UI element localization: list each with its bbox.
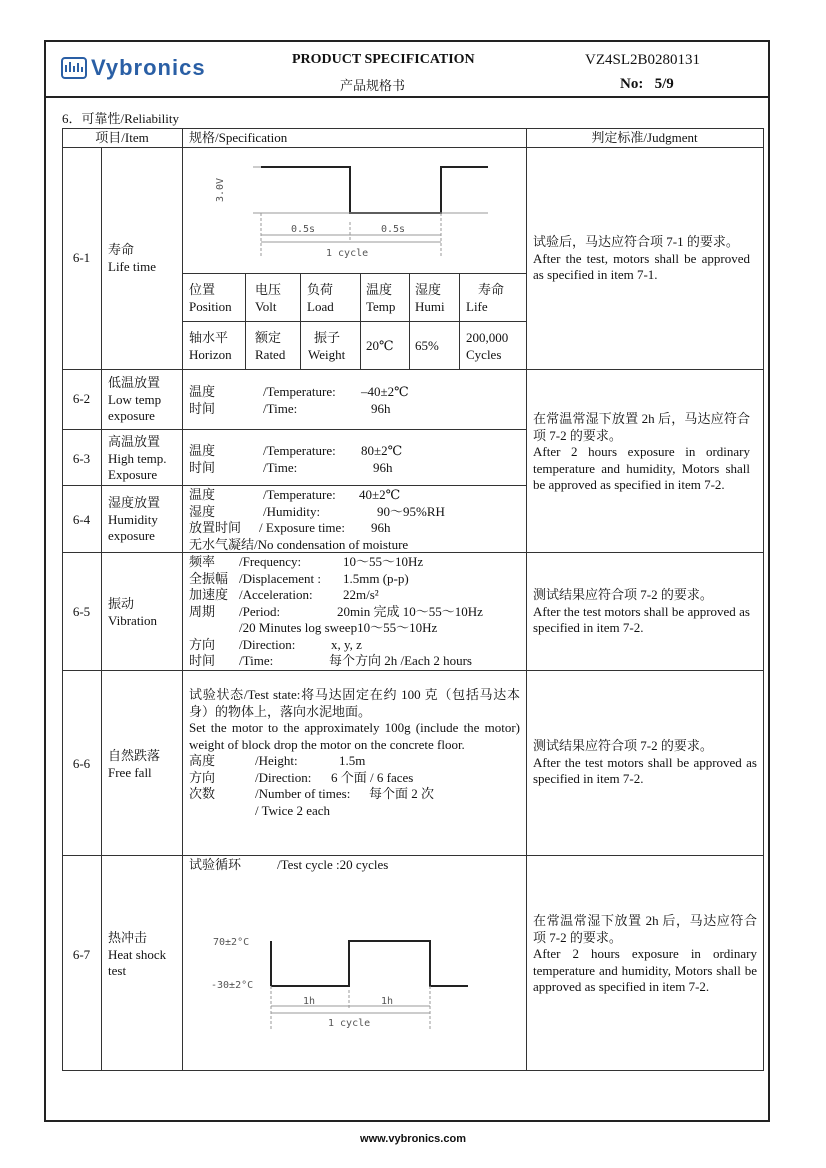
chart-cycle-label-2: 1 cycle [328,1018,371,1029]
chart-hot-half-label: 1h [303,996,316,1007]
row-6-7-cycle: 试验循环 /Test cycle :20 cycles [189,857,389,872]
page-number: No: 5/9 [620,76,674,92]
chart-high-temp-label: 70±2°C [213,937,250,948]
row-6-2-to-6-4-judgment: 在常温常湿下放置 2h 后，马达应符合项 7-2 的要求。 After 2 hours exposure in ordinary temperature and humidity, Motors shall be approved as specified in item 7-2. [533,411,750,492]
chart-low-temp-label: -30±2°C [211,980,254,991]
sub-val-life: 200,000 Cycles [466,330,509,362]
header-divider [44,96,770,98]
section-title: 6．可靠性/Reliability [62,111,179,126]
row-6-2-name: 低温放置 Low temp exposure [108,375,162,423]
row-6-6-name: 自然跌落 Free fall [108,748,161,780]
sub-head-humi: 湿度 Humi [415,282,445,314]
row-6-2-no: 6-2 [72,391,91,406]
row-6-6-spec: 试验状态/Test state:将马达固定在约 100 克（包括马达本身）的物体上，落向水泥地面。 Set the motor to the approximately 100g (include the motor) weight of block drop the motor on the concrete floor. 高度 /Height: 1.5m 方向 /Direction: 6 个面 / 6 faces 次数 /Number of times: 每个面 2 次 / Twice 2 each [189,687,520,818]
row-6-3-no: 6-3 [72,451,91,466]
row-6-4-no: 6-4 [72,512,91,527]
row-6-5-name: 振动 Vibration [108,596,158,628]
row-6-5-judgment: 测试结果应符合项 7-2 的要求。 After the test motors shall be approved as specified in item 7-2. [533,587,750,635]
row-6-1-name-en: Life time [108,259,157,274]
row-6-6-no: 6-6 [72,756,91,771]
row-6-3-spec: 温度 /Temperature: 80±2℃ 时间 /Time: 96h [189,443,403,475]
col-header-item: 项目/Item [95,130,149,145]
sub-head-load: 负荷 Load [307,282,334,314]
chart-half2-label: 0.5s [381,224,406,235]
row-6-7-no: 6-7 [72,947,91,962]
col-header-spec: 规格/Specification [189,130,288,145]
brand-name: Vybronics [91,55,206,80]
sub-head-life: 寿命 Life [466,282,505,314]
row-6-2-spec: 温度 /Temperature: –40±2℃ 时间 /Time: 96h [189,384,409,416]
row-6-5-no: 6-5 [72,604,91,619]
chart-cold-half-label: 1h [381,996,394,1007]
row-6-1-no: 6-1 [72,250,91,265]
sub-head-position: 位置 Position [189,282,232,314]
row-6-6-judgment: 测试结果应符合项 7-2 的要求。 After the test motors shall be approved as specified in item 7-2. [533,738,757,786]
sub-head-volt: 电压 Volt [255,282,282,314]
row-6-4-name: 湿度放置 Humidity exposure [108,495,161,543]
row-6-7-judgment: 在常温常湿下放置 2h 后，马达应符合项 7-2 的要求。 After 2 hours exposure in ordinary temperature and humidity, Motors shall be approved as specified in item 7-2. [533,913,757,994]
sub-val-humi: 65% [415,338,439,353]
sub-val-position: 轴水平 Horizon [189,330,232,362]
chart-half1-label: 0.5s [291,224,316,235]
footer-url: www.vybronics.com [360,1133,466,1145]
doc-title: PRODUCT SPECIFICATION [292,52,475,67]
sub-val-temp: 20℃ [366,338,394,353]
row-6-1-judgment: 试验后，马达应符合项 7-1 的要求。 After the test, motors shall be approved as specified in item 7-1. [533,234,750,282]
brand-mark-icon [61,57,87,79]
doc-code: VZ4SL2B0280131 [585,52,701,68]
row-6-4-spec: 温度 /Temperature: 40±2℃ 湿度 /Humidity: 90～95%RH 放置时间 / Exposure time: 96h 无水气凝结/No condensation of moisture [189,487,445,552]
sub-head-temp: 温度 Temp [366,282,396,314]
sub-val-volt: 额定 Rated [255,330,286,362]
brand-logo [61,55,206,81]
doc-subtitle: 产品规格书 [340,78,406,93]
row-6-3-name: 高温放置 High temp. Exposure [108,434,167,482]
heat-shock-waveform [183,900,525,1040]
col-header-judgment: 判定标准/Judgment [591,130,698,145]
row-6-7-name: 热冲击 Heat shock test [108,930,167,978]
life-cycle-waveform [183,150,525,272]
row-6-5-spec: 频率 /Frequency: 10～55～10Hz 全振幅 /Displacement : 1.5mm (p-p) 加速度 /Acceleration: 22m/s² 周期 /Period: 20min 完成 10～55～10Hz /20 Minutes log sweep10～55～10Hz 方向 /Direction: x, y, z 时间 /Time: 每个方向 2h /Each 2 hours [189,554,483,668]
chart-voltage-label: 3.0V [215,177,226,202]
row-6-1-name-cn: 寿命 [108,242,135,257]
sub-val-load: 振子 Weight [308,330,346,362]
chart-cycle-label: 1 cycle [326,248,369,259]
